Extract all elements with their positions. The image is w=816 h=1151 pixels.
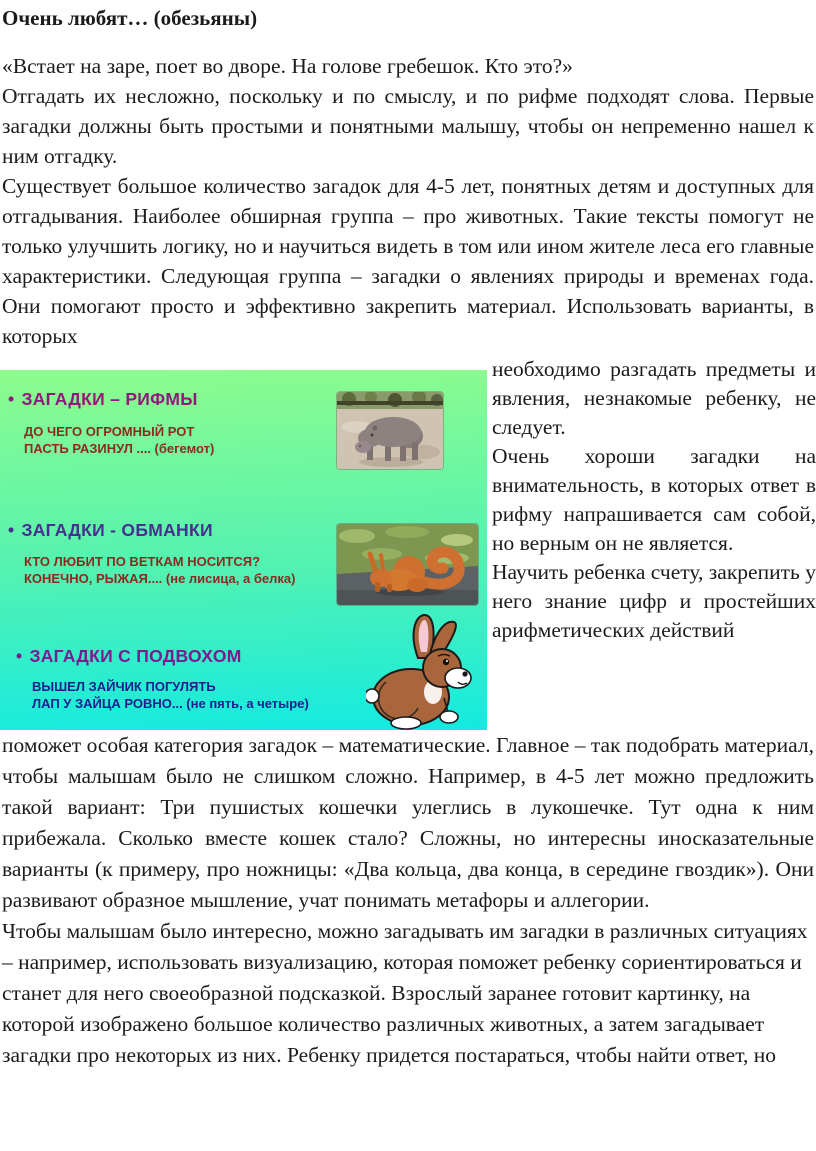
riddle-section-catch: [16, 646, 361, 712]
riddle-category-title: ЗАГАДКИ С ПОДВОХОМ: [29, 646, 242, 666]
hippo-photo-image: [337, 392, 443, 469]
paragraph-math-riddles: поможет особая категория загадок – математические. Главное – так подобрать материал, чтобы малышам было не слишком сложно. Например, в 4-5 лет можно предложить такой вариант: Три пушистых кошечки улеглись в лукошечке. Тут одна к ним прибежала. Сколько вместе кошек стало? Сложны, но интересны иносказательные варианты (к примеру, про ножницы: «Два кольца, два конца, в середине гвоздик»). Они развивают образное мышление, учат понимать метафоры и аллегории.: [2, 733, 814, 912]
riddle-line: ДО ЧЕГО ОГРОМНЫЙ РОТ: [24, 424, 195, 439]
riddle-line: ПАСТЬ РАЗИНУЛ .... (бегемот): [24, 440, 215, 456]
riddle-line: КТО ЛЮБИТ ПО ВЕТКАМ НОСИТСЯ?: [24, 554, 261, 569]
riddle-line: ЛАП У ЗАЙЦА РОВНО... (не пять, а четыре): [32, 695, 309, 711]
riddle-text-hippo: [24, 424, 324, 457]
riddle-category-header-rhymes: [8, 389, 323, 410]
paragraph-intro: Отгадать их несложно, поскольку и по смыслу, и по рифме подходят слова. Первые загадки должны быть простыми и понятными малышу, чтобы он непременно нашел к ним отгадку.: [2, 84, 814, 168]
bullet-icon: •: [8, 520, 15, 540]
squirrel-photo-image: [337, 524, 478, 605]
paragraph-visualization: Чтобы малышам было интересно, можно загадывать им загадки в различных ситуациях – например, использовать визуализацию, которая поможет ребенку сориентироваться и станет для него своеобразной подсказкой. Взрослый заранее готовит картинку, на которой изображено большое количество различных животных, а затем загадывает загадки про некоторых из них. Ребенку придется постараться, чтобы найти ответ, но: [2, 919, 808, 1067]
riddle-section-rhymes: [8, 389, 323, 457]
riddle-categories-box: [0, 370, 487, 730]
paragraph-riddle-groups: Существует большое количество загадок для 4-5 лет, понятных детям и доступных для отгадывания. Наиболее обширная группа – про животных. Такие тексты помогут не только улучшить логику, но и научиться видеть в том или ином жителе леса его главные характеристики. Следующая группа – загадки о явлениях природы и временах года. Они помогают просто и эффективно закрепить материал. Использовать варианты, в которых: [2, 174, 814, 348]
riddle-text-squirrel: [24, 554, 314, 587]
paragraph-wrap-1: необходимо разгадать предметы и явления, незнакомые ребенку, не следует.: [492, 357, 816, 439]
riddle-category-header-tricks: [8, 520, 323, 541]
riddle-line: ВЫШЕЛ ЗАЙЧИК ПОГУЛЯТЬ: [32, 679, 216, 694]
paragraph-wrap-2: Очень хороши загадки на внимательность, в которых ответ в рифму напрашивается сам собой, но верным он не является.: [492, 444, 816, 555]
box-and-wrapped-text-row: [0, 357, 816, 730]
wrapped-text-column: [492, 355, 816, 645]
riddle-category-title: ЗАГАДКИ - ОБМАНКИ: [21, 520, 213, 540]
riddle-section-tricks: [8, 520, 323, 587]
bullet-icon: •: [8, 389, 15, 409]
document-title: Очень любят… (обезьяны): [2, 6, 258, 30]
paragraph-riddle-quote: «Встает на заре, поет во дворе. На голове гребешок. Кто это?»: [2, 54, 573, 78]
rabbit-clipart-image: [366, 612, 482, 730]
riddle-category-title: ЗАГАДКИ – РИФМЫ: [21, 389, 198, 409]
riddle-text-rabbit: [32, 679, 362, 712]
bullet-icon: •: [16, 646, 23, 666]
riddle-line: КОНЕЧНО, РЫЖАЯ.... (не лисица, а белка): [24, 570, 296, 586]
paragraph-wrap-3: Научить ребенка счету, закрепить у него знание цифр и простейших арифметических действий: [492, 560, 816, 642]
riddle-category-header-catch: [16, 646, 361, 667]
